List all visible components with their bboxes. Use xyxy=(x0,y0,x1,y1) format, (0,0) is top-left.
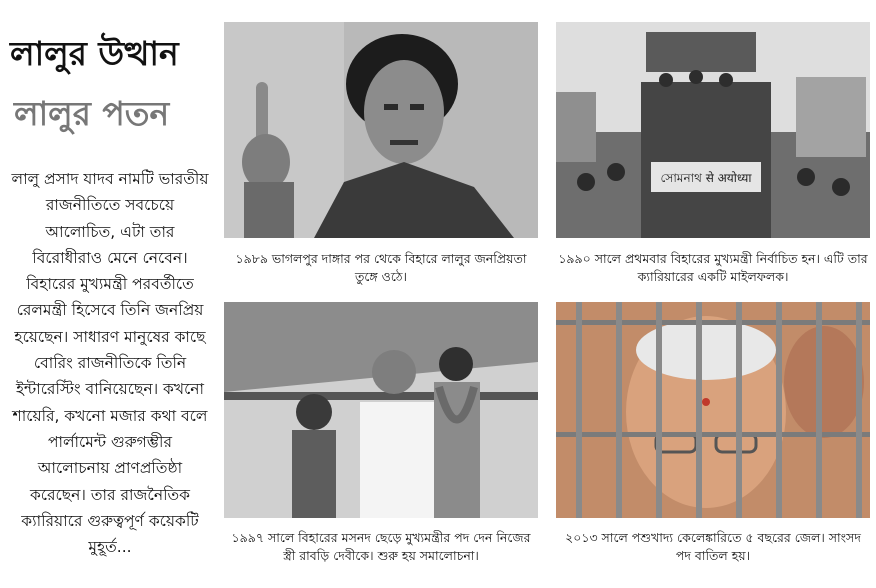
intro-paragraph: লালু প্রসাদ যাদব নামটি ভারতীয় রাজনীতিতে সবচেয়ে আলোচিত, এটা তার বিরোধীরাও মেনে নেবেন। বিহারের মুখ্যমন্ত্রী পরবর্তীতে রেলমন্ত্রী হিসেবে তিনি জনপ্রিয় হয়েছেন। সাধারণ মানুষের কাছে বোরিং রাজনীতিকে তিনি ইন্টারেস্টিং বানিয়েছেন। কখনো শায়েরি, কখনো মজার কথা বলে পার্লামেন্ট গুরুগম্ভীর আলোচনায় প্রাণপ্রতিষ্ঠা করেছেন। তার রাজনৈতিক ক্যারিয়ারে গুরুত্বপূর্ণ কয়েকটি মুহূর্ত... xyxy=(11,170,209,557)
photo-1990-rally xyxy=(556,22,870,238)
title-rise: লালুর উত্থান xyxy=(10,34,179,73)
photo-1997-stage xyxy=(224,302,538,518)
title-fall: লালুর পতন xyxy=(14,94,170,133)
photo-1989-portrait xyxy=(224,22,538,238)
photo-2013-jail xyxy=(556,302,870,518)
caption-1989: ১৯৮৯ ভাগলপুর দাঙ্গার পর থেকে বিহারে লালুর জনপ্রিয়তা তুঙ্গে ওঠে। xyxy=(235,251,527,284)
vehicle-sign-text: সোমনাথ से अयोध्या xyxy=(660,171,752,185)
caption-1990: ১৯৯০ সালে প্রথমবার বিহারের মুখ্যমন্ত্রী নির্বাচিত হন। এটি তার ক্যারিয়ারের একটি মাইলফলক। xyxy=(558,251,868,284)
caption-1997: ১৯৯৭ সালে বিহারের মসনদ ছেড়ে মুখ্যমন্ত্রীর পদ দেন নিজের স্ত্রী রাবড়ি দেবীকে। শুরু হয় সমালোচনা। xyxy=(231,530,531,563)
caption-2013: ২০১৩ সালে পশুখাদ্য কেলেঙ্কারিতে ৫ বছরের জেল। সাংসদ পদ বাতিল হয়। xyxy=(565,530,861,563)
